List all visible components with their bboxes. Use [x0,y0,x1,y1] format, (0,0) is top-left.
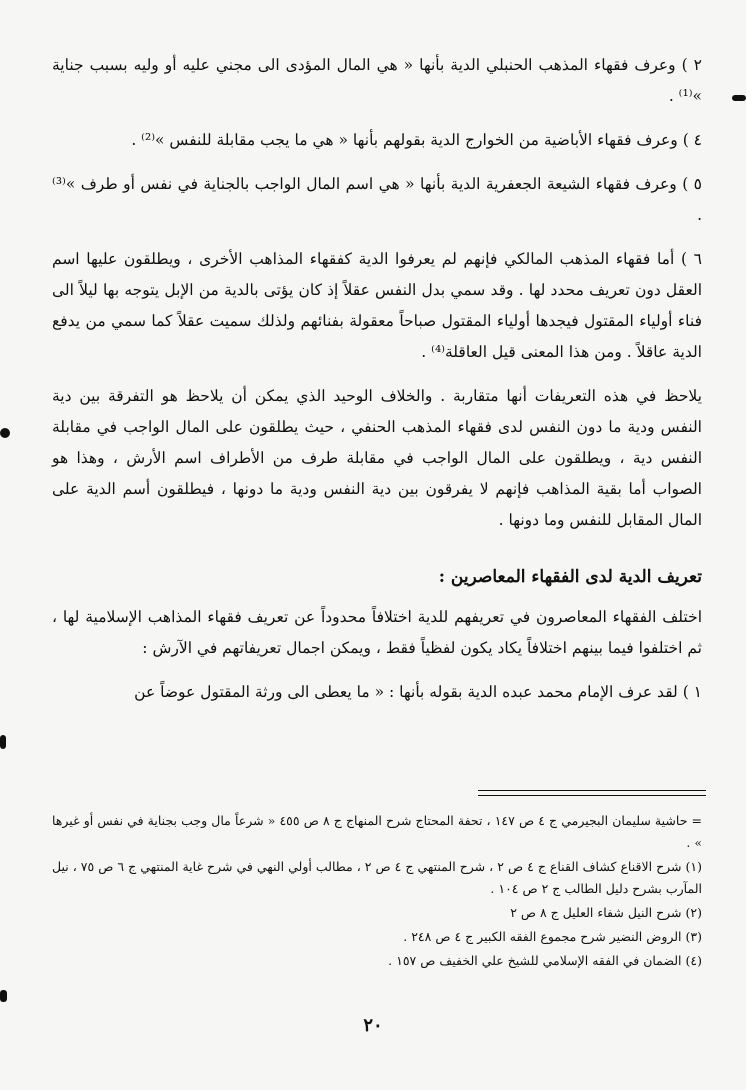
scan-edge-mark [0,735,6,749]
footnote-2: (٢) شرح النيل شفاء العليل ج ٨ ص ٢ [510,905,702,920]
paragraph-hanbali-definition: ٢ ) وعرف فقهاء المذهب الحنبلي الدية بأنها « هي المال المؤدى الى مجني عليه أو وليه بسبب جناية »⁽¹⁾ . [52,56,702,105]
scan-edge-mark [0,990,7,1002]
paragraph-maliki-definition: ٦ ) أما فقهاء المذهب المالكي فإنهم لم يعرفوا الدية كفقهاء المذاهب الأخرى ، ويطلقون عليها اسم العقل دون تعريف محدد لها . وقد سمي بدل النفس عقلاً إذ كان يؤتى بالدية من الإبل يتوجه بها ليلاً الى فناء أولياء المقتول فيجدها أولياء المقتول صباحاً معقولة بفنائهم ولذلك سميت عقلاً كما سمي من يدفع الدية عاقلاً . ومن هذا المعنى قيل العاقلة⁽⁴⁾ . [52,250,702,361]
footnote-divider [478,790,706,791]
footnote-4: (٤) الضمان في الفقه الإسلامي للشيخ علي الخفيف ص ١٥٧ . [388,953,702,968]
footnote-continuation: = حاشية سليمان البجيرمي ج ٤ ص ١٤٧ ، تحفة المحتاج شرح المنهاج ج ٨ ص ٤٥٥ « شرعاً مال وجب بجناية في نفس أو غيرها » . [52,813,702,850]
paragraph-abduh-definition: ١ ) لقد عرف الإمام محمد عبده الدية بقوله بأنها : « ما يعطى الى ورثة المقتول عوضاً عن [134,683,702,701]
footnote-divider-secondary [478,795,706,796]
footnote-3: (٣) الروض النضير شرح مجموع الفقه الكبير ج ٤ ص ٢٤٨ . [403,929,702,944]
scan-edge-mark [732,95,746,101]
scan-edge-mark [0,428,10,438]
page-number: ٢٠ [363,1015,383,1036]
section-heading: تعريف الدية لدى الفقهاء المعاصرين : [438,567,702,587]
paragraph-jafari-definition: ٥ ) وعرف فقهاء الشيعة الجعفرية الدية بأنها « هي اسم المال الواجب بالجناية في نفس أو طرف »⁽³⁾ . [52,175,702,224]
paragraph-observation: يلاحظ في هذه التعريفات أنها متقاربة . والخلاف الوحيد الذي يمكن أن يلاحظ هو التفرقة بين دية النفس ودية ما دون النفس لدى فقهاء المذهب الحنفي ، حيث يطلقون على المال الواجب في مقابلة النفس دية ، ويطلقون على المال الواجب في مقابلة طرف من الأطراف اسم الأرش ، وهذا هو الصواب أما بقية المذاهب فإنهم لا يفرقون بين دية النفس ودية ما دونها ، فيطلقون أسم الدية على المال المقابل للنفس وما دونها . [52,387,702,529]
main-text [52,50,702,721]
paragraph-contemporary-intro: اختلف الفقهاء المعاصرون في تعريفهم للدية اختلافاً محدوداً عن تعريف فقهاء المذاهب الإسلامية لها ، ثم اختلفوا فيما بينهم اختلافاً يكاد يكون لفظياً فقط ، ويمكن اجمال تعريفاتهم في الآرش : [52,608,702,657]
paragraph-ibadi-definition: ٤ ) وعرف فقهاء الأباضية من الخوارج الدية بقولهم بأنها « هي ما يجب مقابلة للنفس »⁽²⁾ . [131,131,702,149]
footnotes [52,810,702,974]
footnote-1: (١) شرح الاقناع كشاف القناع ج ٤ ص ٢ ، شرح المنتهي ج ٤ ص ٢ ، مطالب أولي النهي في شرح غاية المنتهي ج ٦ ص ٧٥ ، نيل المآرب بشرح دليل الطالب ج ٢ ص ١٠٤ . [52,859,703,896]
